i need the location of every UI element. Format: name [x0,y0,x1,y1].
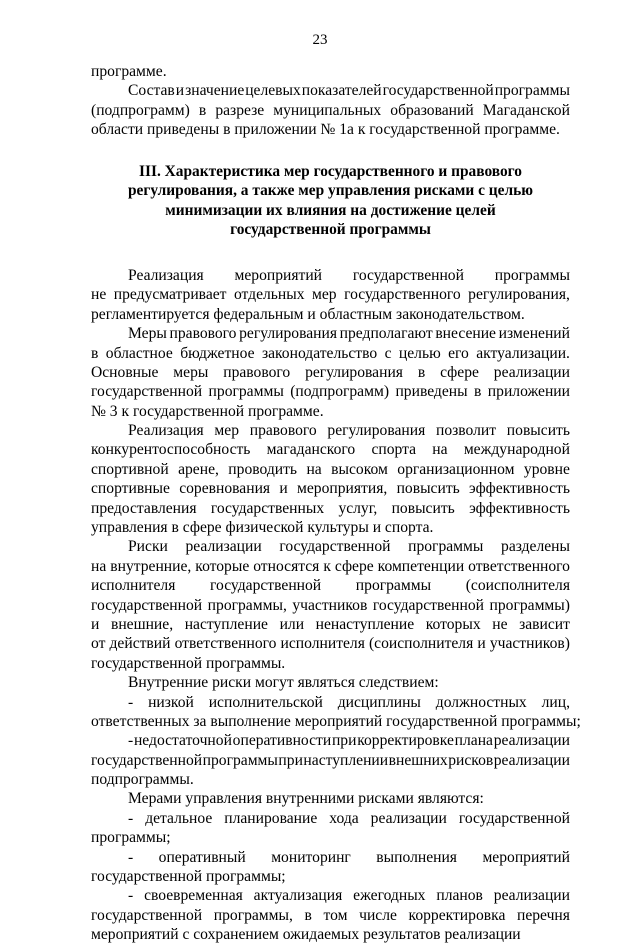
text-line: (подпрограмм) в разрезе муниципальных образований Магаданской [91,101,570,119]
text-line: - низкой исполнительской дисциплины должностных лиц, [128,693,570,711]
text-line: - недостаточной оперативности при корректировке плана реализации [128,732,570,750]
text-line: исполнителя государственной программы (соисполнителя [91,577,570,595]
text-line: Риски реализации государственной программы разделены [128,538,570,556]
text-line: в областное бюджетное законодательство с целью его актуализации. [91,344,570,362]
paragraph-block-targets [91,62,570,140]
text-line: Внутренние риски могут являться следствием: [128,674,439,692]
text-line: Реализация мер правового регулирования позволит повысить [128,422,570,440]
text-line: Реализация мероприятий государственной программы [128,266,570,284]
text-line: спортивной арене, проводить на высоком организационном уровне [91,460,570,478]
text-line: государственной программы при наступлении внешних рисков реализации [91,751,570,769]
text-line: государственной программы; [91,868,286,886]
text-line: не предусматривает отдельных мер государственного регулирования, [91,286,570,304]
text-line: области приведены в приложении № 1а к государственной программе. [91,121,560,139]
text-line: Основные меры правового регулирования в сфере реализации [91,363,570,381]
text-line: мероприятий с сохранением ожидаемых результатов реализации [91,926,521,944]
text-line: № 3 к государственной программе. [91,402,324,420]
text-line: и внешние, наступление или ненаступление которых не зависит [91,615,570,633]
text-line: Мерами управления внутренними рисками являются: [128,790,484,808]
text-line: Меры правового регулирования предполагают внесение изменений [128,325,570,343]
section-heading [91,162,570,240]
heading-line: государственной программы [230,221,431,239]
text-line: государственной программы. [91,654,286,672]
text-line: от действий ответственного исполнителя (соисполнителя и участников) [91,635,570,653]
page-content [91,62,581,945]
text-line: - оперативный мониторинг выполнения мероприятий [128,848,570,866]
text-line: - детальное планирование хода реализации государственной [128,809,570,827]
text-line: регламентируется федеральным и областным законодательством. [91,305,525,323]
page-number: 23 [312,32,328,48]
text-line: государственной программы, участников государственной программы) [91,596,570,614]
text-line: предоставления государственных услуг, повысить эффективность [91,499,570,517]
text-line: Состав и значение целевых показателей государственной программы [128,82,570,100]
text-line: - своевременная актуализация ежегодных планов реализации [128,887,570,905]
text-line: конкурентоспособность магаданского спорта на международной [91,441,570,459]
paragraph-block-regulation [91,266,581,945]
text-line: ответственных за выполнение мероприятий государственной программы; [91,712,581,730]
text-line: на внутренние, которые относятся к сфере компетенции ответственного [91,557,570,575]
heading-line: регулирования, а также мер управления рисками с целью [127,182,534,200]
text-line: государственной программы, в том числе корректировка перечня [91,906,570,924]
text-line: государственной программы (подпрограмм) приведены в приложении [91,383,570,401]
text-line: спортивные соревнования и мероприятия, повысить эффективность [91,480,570,498]
text-line: программе. [91,63,167,80]
text-line: подпрограммы. [91,771,194,789]
text-line: управления в сфере физической культуры и спорта. [91,519,434,537]
text-line: программы; [91,829,171,847]
heading-line: минимизации их влияния на достижение целей [165,201,496,219]
heading-line: III. Характеристика мер государственного и правового [139,162,522,180]
